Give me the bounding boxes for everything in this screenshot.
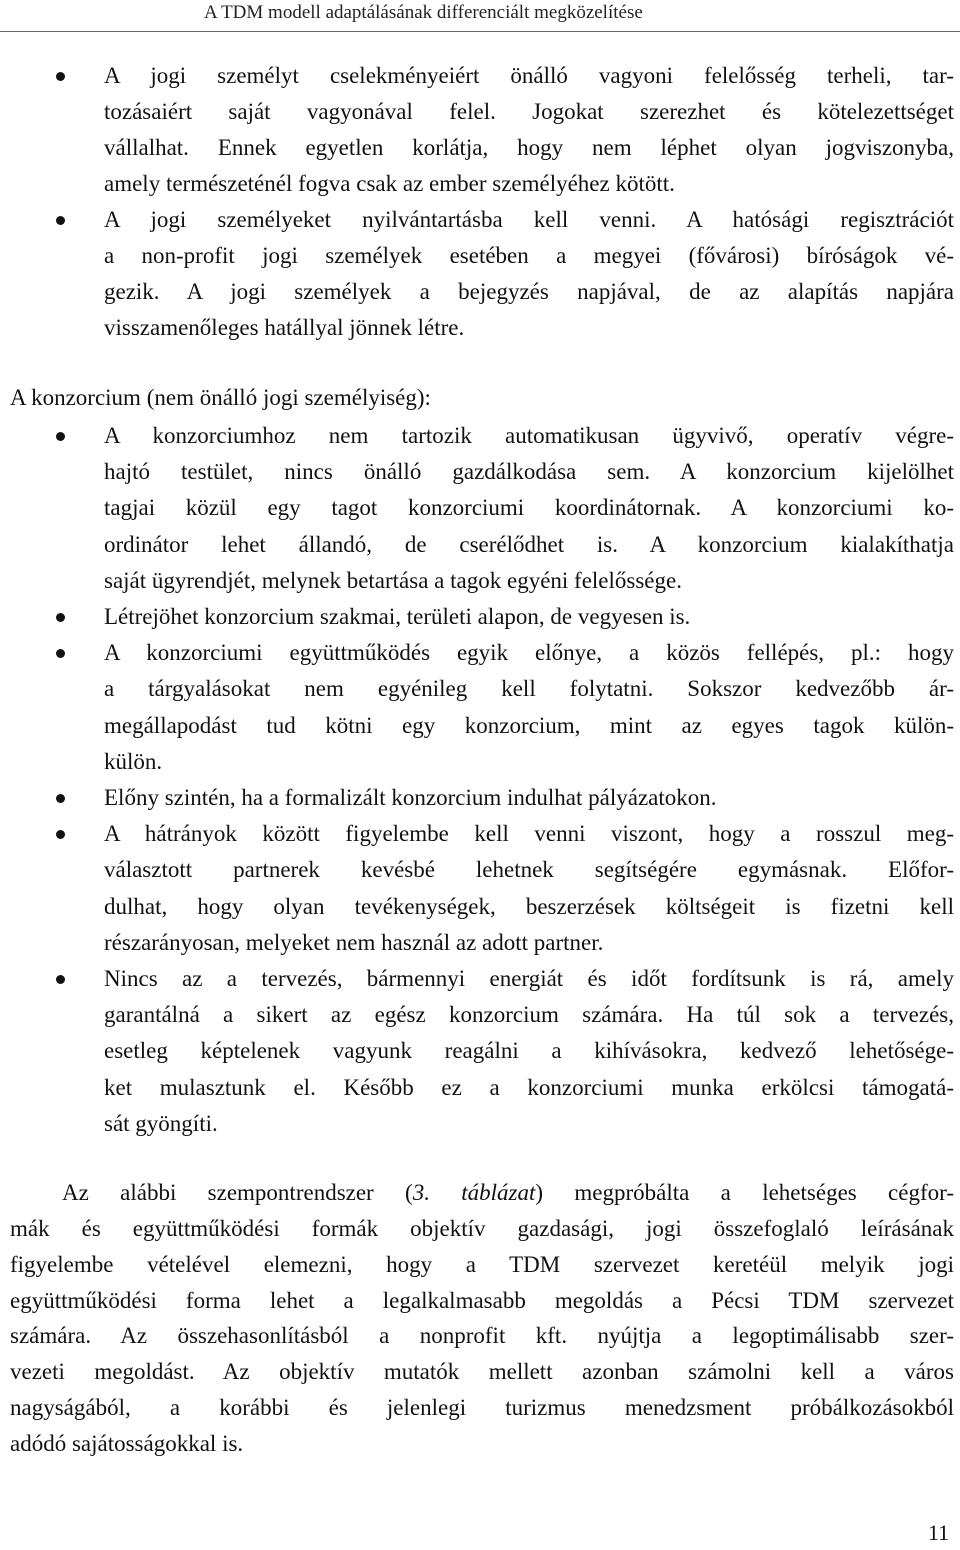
list-item-line: Létrejöhet konzorcium szakmai, területi alapon, de vegyesen is. xyxy=(104,604,691,629)
list-item-line: esetleg képtelenek vagyunk reagálni a kihívásokra, kedvező lehetősége- xyxy=(104,1038,954,1064)
list-item-line: dulhat, hogy olyan tevékenységek, beszerzések költségeit is fizetni kell xyxy=(104,893,954,919)
paragraph-line: számára. Az összehasonlításból a nonprofit kft. nyújtja a legoptimálisabb szer- xyxy=(10,1323,954,1349)
table-reference: 3. táblázat xyxy=(412,1180,536,1205)
list-item-line: A konzorciumi együttműködés egyik előnye, a közös fellépés, pl.: hogy xyxy=(104,640,954,666)
header-title: A TDM modell adaptálásának differenciált megközelítése xyxy=(204,2,643,23)
list-item-line: A hátrányok között figyelembe kell venni viszont, hogy a rosszul meg- xyxy=(104,821,954,847)
list-item-line: A konzorciumhoz nem tartozik automatikusan ügyvivő, operatív végre- xyxy=(104,423,954,448)
list-item-line: A jogi személyt cselekményeiért önálló vagyoni felelősség terheli, tar- xyxy=(104,63,954,88)
paragraph-line: adódó sajátosságokkal is. xyxy=(10,1430,244,1456)
list-item-line: tozásaiért saját vagyonával felel. Jogokat szerezhet és kötelezettséget xyxy=(104,99,954,124)
bullet-icon xyxy=(56,649,65,658)
list-item-line: Nincs az a tervezés, bármennyi energiát és időt fordítsunk is rá, amely xyxy=(104,966,954,991)
bullet-icon xyxy=(56,72,65,81)
list-item-line: hajtó testület, nincs önálló gazdálkodása sem. A konzorcium kijelölhet xyxy=(104,459,954,485)
running-header xyxy=(0,0,960,32)
list-item-line: megállapodást tud kötni egy konzorcium, mint az egyes tagok külön- xyxy=(104,712,954,738)
bullet-icon xyxy=(56,794,65,803)
list-item-line: külön. xyxy=(104,748,163,774)
list-item-line: a non-profit jogi személyek esetében a megyei (fővárosi) bíróságok vé- xyxy=(104,243,954,268)
page-number: 11 xyxy=(928,1520,950,1545)
paragraph-line: figyelembe vételével elemezni, hogy a TDM szervezet keretéül melyik jogi xyxy=(10,1251,954,1277)
list-item-line: visszamenőleges hatállyal jönnek létre. xyxy=(104,315,465,340)
list-item-line: Előny szintén, ha a formalizált konzorcium indulhat pályázatokon. xyxy=(104,785,717,810)
list-item-line: saját ügyrendjét, melynek betartása a tagok egyéni felelőssége. xyxy=(104,567,682,593)
bullet-icon xyxy=(56,975,65,984)
header-rule xyxy=(0,31,960,32)
list-item-line: a tárgyalásokat nem egyénileg kell folytatni. Sokszor kedvezőbb ár- xyxy=(104,676,954,702)
list-item-line: amely természeténél fogva csak az ember személyéhez kötött. xyxy=(104,171,675,196)
paragraph-line: nagyságából, a korábbi és jelenlegi turizmus menedzsment próbálkozásokból xyxy=(10,1395,954,1420)
list-item-line: garantálná a sikert az egész konzorcium számára. Ha túl sok a tervezés, xyxy=(104,1002,954,1028)
list-item-line: ket mulasztunk el. Később ez a konzorciumi munka erkölcsi támogatá- xyxy=(104,1074,954,1100)
paragraph-line: együttműködési forma lehet a legalkalmasabb megoldás a Pécsi TDM szervezet xyxy=(10,1287,954,1313)
list-item-line: gezik. A jogi személyek a bejegyzés napjával, de az alapítás napjára xyxy=(104,279,954,304)
list-item-line: ordinátor lehet állandó, de cserélődhet is. A konzorcium kialakíthatja xyxy=(104,531,954,557)
list-item-line: sát gyöngíti. xyxy=(104,1110,218,1136)
paragraph-line: Az alábbi szempontrendszer (3. táblázat) megpróbálta a lehetséges cégfor- xyxy=(62,1180,954,1205)
list-item-line: vállalhat. Ennek egyetlen korlátja, hogy nem léphet olyan jogviszonyba, xyxy=(104,135,954,160)
bullet-icon xyxy=(56,830,65,839)
list-item-line: tagjai közül egy tagot konzorciumi koordinátornak. A konzorciumi ko- xyxy=(104,495,954,521)
list-item-line: részarányosan, melyeket nem használ az adott partner. xyxy=(104,929,604,955)
list-item-line: A jogi személyeket nyilvántartásba kell venni. A hatósági regisztrációt xyxy=(104,207,954,232)
konzorcium-heading: A konzorcium (nem önálló jogi személyiség): xyxy=(10,385,431,410)
paragraph-line: mák és együttműködési formák objektív gazdasági, jogi összefoglaló leírásának xyxy=(10,1216,954,1241)
bullet-icon xyxy=(56,613,65,622)
paragraph-line: vezeti megoldást. Az objektív mutatók mellett azonban számolni kell a város xyxy=(10,1359,954,1385)
bullet-icon xyxy=(56,432,65,441)
list-item-line: választott partnerek kevésbé lehetnek segítségére egymásnak. Előfor- xyxy=(104,857,954,883)
bullet-icon xyxy=(56,216,65,225)
